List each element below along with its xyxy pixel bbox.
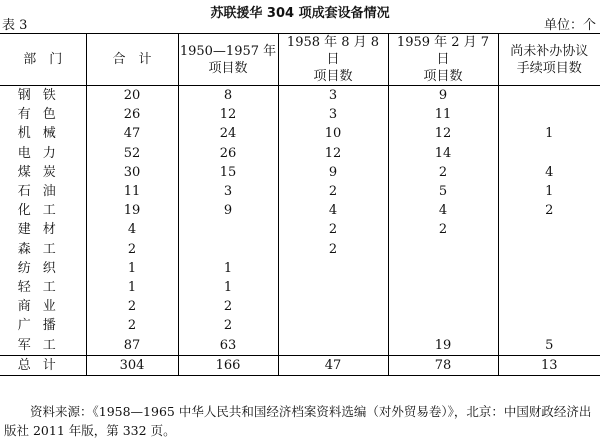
cell-count-pending: 2 <box>498 201 600 220</box>
header-1959-line2: 项目数 <box>423 69 463 84</box>
header-row <box>0 34 600 86</box>
header-pending <box>498 34 600 86</box>
cell-count-1950-1957: 63 <box>178 335 278 355</box>
table-row <box>0 86 600 106</box>
cell-total: 304 <box>86 355 178 375</box>
table-number: 表 3 <box>2 18 28 33</box>
cell-count-1958: 2 <box>278 240 388 259</box>
cell-count-1950-1957: 24 <box>178 124 278 143</box>
cell-count-1959: 9 <box>388 86 498 106</box>
header-total-label: 合 计 <box>112 52 152 67</box>
cell-count-1959 <box>388 240 498 259</box>
table-row <box>0 144 600 163</box>
cell-count-1958: 47 <box>278 355 388 375</box>
table-title: 苏联援华 304 项成套设备情况 <box>210 6 390 21</box>
cell-count-pending <box>498 316 600 335</box>
cell-count-1958: 10 <box>278 124 388 143</box>
table-header <box>0 34 600 86</box>
cell-count-1959: 2 <box>388 163 498 182</box>
source-note: 资料来源：《1958—1965 中华人民共和国经济档案资料选编（对外贸易卷）》，北京：中国财政经济出版社 2011 年版，第 332 页。 <box>4 404 592 438</box>
cell-total: 19 <box>86 201 178 220</box>
table-row <box>0 335 600 355</box>
cell-count-pending: 1 <box>498 124 600 143</box>
table-row <box>0 259 600 278</box>
cell-department: 总计 <box>0 355 86 375</box>
cell-total: 2 <box>86 297 178 316</box>
cell-count-1958 <box>278 316 388 335</box>
cell-department: 广播 <box>17 318 68 334</box>
table-row <box>0 182 600 201</box>
cell-count-1958 <box>278 335 388 355</box>
cell-total: 1 <box>86 278 178 297</box>
cell-count-1950-1957: 12 <box>178 105 278 124</box>
cell-count-pending <box>498 144 600 163</box>
header-1958-line2: 项目数 <box>313 69 353 84</box>
cell-count-pending <box>498 297 600 316</box>
cell-count-1958: 2 <box>278 182 388 201</box>
table-row <box>0 201 600 220</box>
cell-department: 纺织 <box>17 260 68 276</box>
header-department <box>0 34 86 86</box>
cell-count-pending <box>498 86 600 106</box>
cell-count-1959: 11 <box>388 105 498 124</box>
table-row <box>0 105 600 124</box>
cell-count-1959: 19 <box>388 335 498 355</box>
cell-total: 11 <box>86 182 178 201</box>
table-body <box>0 86 600 376</box>
cell-count-1950-1957: 1 <box>178 278 278 297</box>
header-1958-line1: 1958 年 8 月 8 日 <box>286 35 380 67</box>
cell-count-1950-1957: 1 <box>178 259 278 278</box>
cell-count-1958: 12 <box>278 144 388 163</box>
header-1950-1957 <box>178 34 278 86</box>
cell-total: 26 <box>86 105 178 124</box>
cell-count-1959: 12 <box>388 124 498 143</box>
header-1950-1957-line1: 1950—1957 年 <box>179 43 277 59</box>
cell-count-pending: 4 <box>498 163 600 182</box>
cell-count-1950-1957: 9 <box>178 201 278 220</box>
cell-department: 建材 <box>17 222 68 238</box>
cell-count-1950-1957: 2 <box>178 316 278 335</box>
cell-count-1950-1957: 15 <box>178 163 278 182</box>
header-1959-line1: 1959 年 2 月 7 日 <box>396 35 490 67</box>
cell-count-1959 <box>388 297 498 316</box>
cell-count-1959: 14 <box>388 144 498 163</box>
cell-total: 1 <box>86 259 178 278</box>
table-row <box>0 124 600 143</box>
cell-department: 商业 <box>17 299 68 315</box>
header-1959 <box>388 34 498 86</box>
table-row <box>0 316 600 335</box>
cell-department: 森工 <box>17 241 68 257</box>
cell-count-1950-1957: 166 <box>178 355 278 375</box>
unit-label: 单位：个 <box>543 18 596 33</box>
table-row <box>0 278 600 297</box>
header-pending-line2: 手续项目数 <box>516 60 582 76</box>
cell-count-1950-1957: 26 <box>178 144 278 163</box>
cell-count-1958 <box>278 297 388 316</box>
cell-count-1959 <box>388 259 498 278</box>
cell-total: 87 <box>86 335 178 355</box>
cell-count-pending <box>498 105 600 124</box>
header-department-label: 部 门 <box>23 52 63 67</box>
cell-count-1958: 4 <box>278 201 388 220</box>
cell-department: 轻工 <box>17 279 68 295</box>
cell-count-1959: 4 <box>388 201 498 220</box>
cell-department: 电力 <box>17 145 68 161</box>
cell-count-1950-1957 <box>178 220 278 239</box>
cell-total: 52 <box>86 144 178 163</box>
cell-department: 化工 <box>17 203 68 219</box>
cell-department: 机械 <box>17 126 68 142</box>
cell-department: 煤炭 <box>17 164 68 180</box>
cell-department: 有色 <box>17 107 68 123</box>
cell-count-1958: 3 <box>278 86 388 106</box>
header-total <box>86 34 178 86</box>
cell-count-1958: 3 <box>278 105 388 124</box>
cell-count-pending: 1 <box>498 182 600 201</box>
header-1950-1957-line2: 项目数 <box>208 60 248 76</box>
cell-count-pending <box>498 259 600 278</box>
cell-count-1958 <box>278 259 388 278</box>
header-pending-line1: 尚未补办协议 <box>510 43 589 59</box>
cell-count-pending <box>498 240 600 259</box>
cell-total: 4 <box>86 220 178 239</box>
cell-total: 2 <box>86 316 178 335</box>
cell-count-1950-1957: 2 <box>178 297 278 316</box>
table-row <box>0 240 600 259</box>
cell-count-1958 <box>278 278 388 297</box>
cell-count-1958: 2 <box>278 220 388 239</box>
cell-total: 20 <box>86 86 178 106</box>
cell-count-pending <box>498 278 600 297</box>
cell-count-1959: 5 <box>388 182 498 201</box>
cell-count-pending: 5 <box>498 335 600 355</box>
header-1958 <box>278 34 388 86</box>
total-row <box>0 355 600 375</box>
cell-count-pending: 13 <box>498 355 600 375</box>
table-row <box>0 220 600 239</box>
cell-count-1958: 9 <box>278 163 388 182</box>
table-row <box>0 163 600 182</box>
cell-department: 军工 <box>17 337 68 353</box>
cell-count-1950-1957: 8 <box>178 86 278 106</box>
cell-count-1959: 2 <box>388 220 498 239</box>
cell-total: 47 <box>86 124 178 143</box>
table-row <box>0 297 600 316</box>
cell-total: 30 <box>86 163 178 182</box>
cell-count-1950-1957: 3 <box>178 182 278 201</box>
projects-table <box>0 33 600 376</box>
cell-count-1959 <box>388 316 498 335</box>
cell-count-1950-1957 <box>178 240 278 259</box>
cell-department: 钢铁 <box>17 88 68 104</box>
cell-department: 石油 <box>17 184 68 200</box>
cell-count-1959 <box>388 278 498 297</box>
cell-total: 2 <box>86 240 178 259</box>
cell-count-pending <box>498 220 600 239</box>
cell-count-1959: 78 <box>388 355 498 375</box>
